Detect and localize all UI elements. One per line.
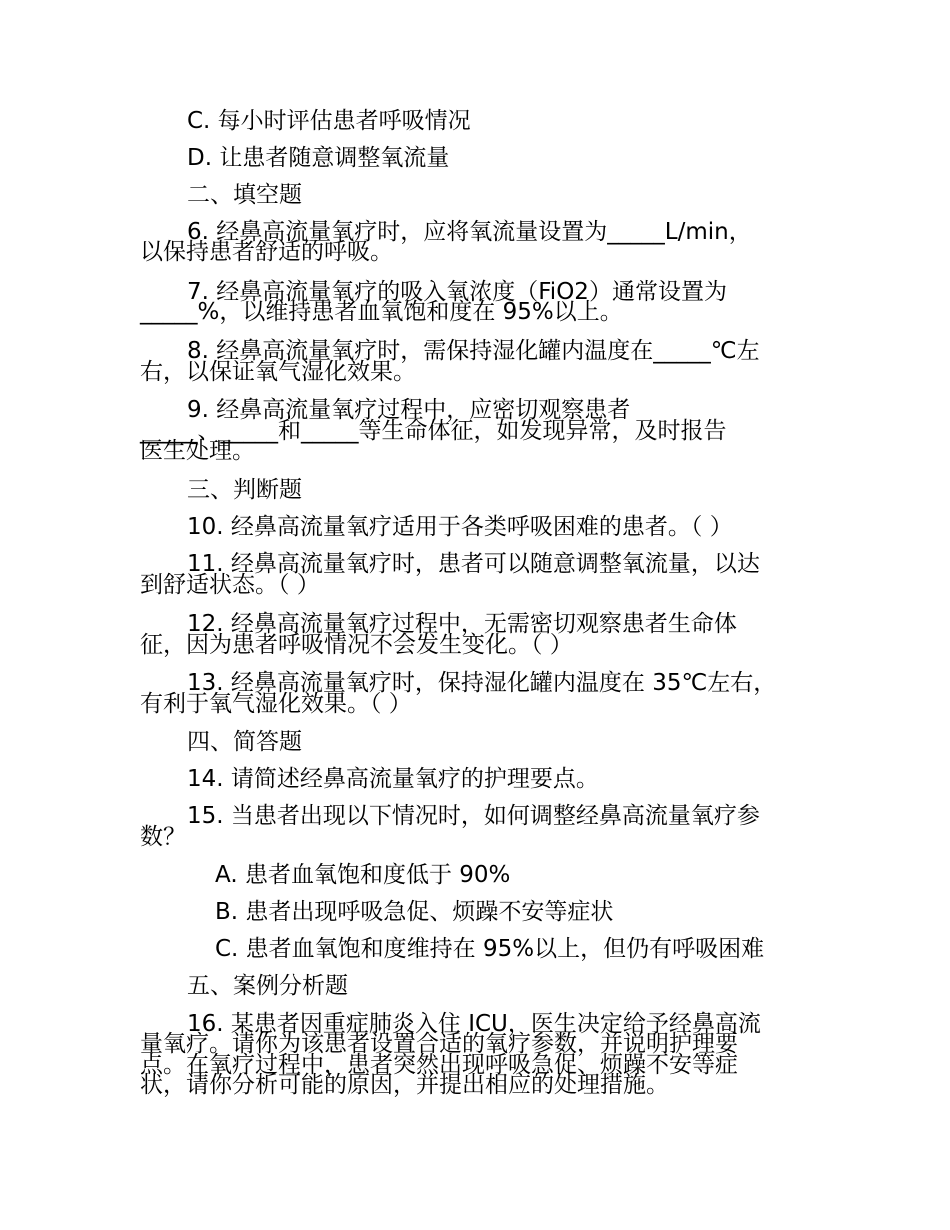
q15-option-a: A. 患者血氧饱和度低于 90% [215,862,511,888]
q9-line-2: _____、_____和_____等生命体征，如发现异常，及时报告 [140,418,727,444]
section-heading-fill-in: 二、填空题 [187,182,302,208]
q8-line-2: 右，以保证氧气湿化效果。 [140,359,416,385]
q16-line-3: 点。在氧疗过程中，患者突然出现呼吸急促、烦躁不安等症 [140,1052,738,1078]
q13-line-2: 有利于氧气湿化效果。（ ） [140,691,412,717]
q11-line-2: 到舒适状态。（ ） [140,572,320,598]
q15-option-c: C. 患者血氧饱和度维持在 95%以上，但仍有呼吸困难 [215,936,765,962]
section-heading-true-false: 三、判断题 [187,477,302,503]
q15-line-2: 数？ [140,824,186,850]
q9-line-1: 9. 经鼻高流量氧疗过程中，应密切观察患者 [187,397,631,423]
q6-line-1: 6. 经鼻高流量氧疗时，应将氧流量设置为_____L/min， [187,219,752,245]
q15-line-1: 15. 当患者出现以下情况时，如何调整经鼻高流量氧疗参 [187,803,760,829]
q14: 14. 请简述经鼻高流量氧疗的护理要点。 [187,766,599,792]
q12-line-2: 征，因为患者呼吸情况不会发生变化。（ ） [140,632,573,658]
q7-line-1: 7. 经鼻高流量氧疗的吸入氧浓度（FiO2）通常设置为 [187,279,727,305]
q11-line-1: 11. 经鼻高流量氧疗时，患者可以随意调整氧流量，以达 [187,551,760,577]
q16-line-1: 16. 某患者因重症肺炎入住 ICU，医生决定给予经鼻高流 [187,1011,761,1037]
q16-line-4: 状，请你分析可能的原因，并提出相应的处理措施。 [140,1072,669,1098]
q16-line-2: 量氧疗。请你为该患者设置合适的氧疗参数，并说明护理要 [140,1031,738,1057]
q8-line-1: 8. 经鼻高流量氧疗时，需保持湿化罐内温度在_____℃左 [187,338,760,364]
q12-line-1: 12. 经鼻高流量氧疗过程中，无需密切观察患者生命体 [187,611,737,637]
q9-line-3: 医生处理。 [140,438,255,464]
q5-option-d: D. 让患者随意调整氧流量 [187,145,450,171]
q10: 10. 经鼻高流量氧疗适用于各类呼吸困难的患者。（ ） [187,514,733,540]
section-heading-short-answer: 四、简答题 [187,729,302,755]
q13-line-1: 13. 经鼻高流量氧疗时，保持湿化罐内温度在 35℃左右， [187,670,777,696]
section-heading-case-study: 五、案例分析题 [187,973,348,999]
q5-option-c: C. 每小时评估患者呼吸情况 [187,108,471,134]
q15-option-b: B. 患者出现呼吸急促、烦躁不安等症状 [215,899,614,925]
q6-line-2: 以保持患者舒适的呼吸。 [140,239,393,265]
q7-line-2: _____%，以维持患者血氧饱和度在 95%以上。 [140,299,623,325]
